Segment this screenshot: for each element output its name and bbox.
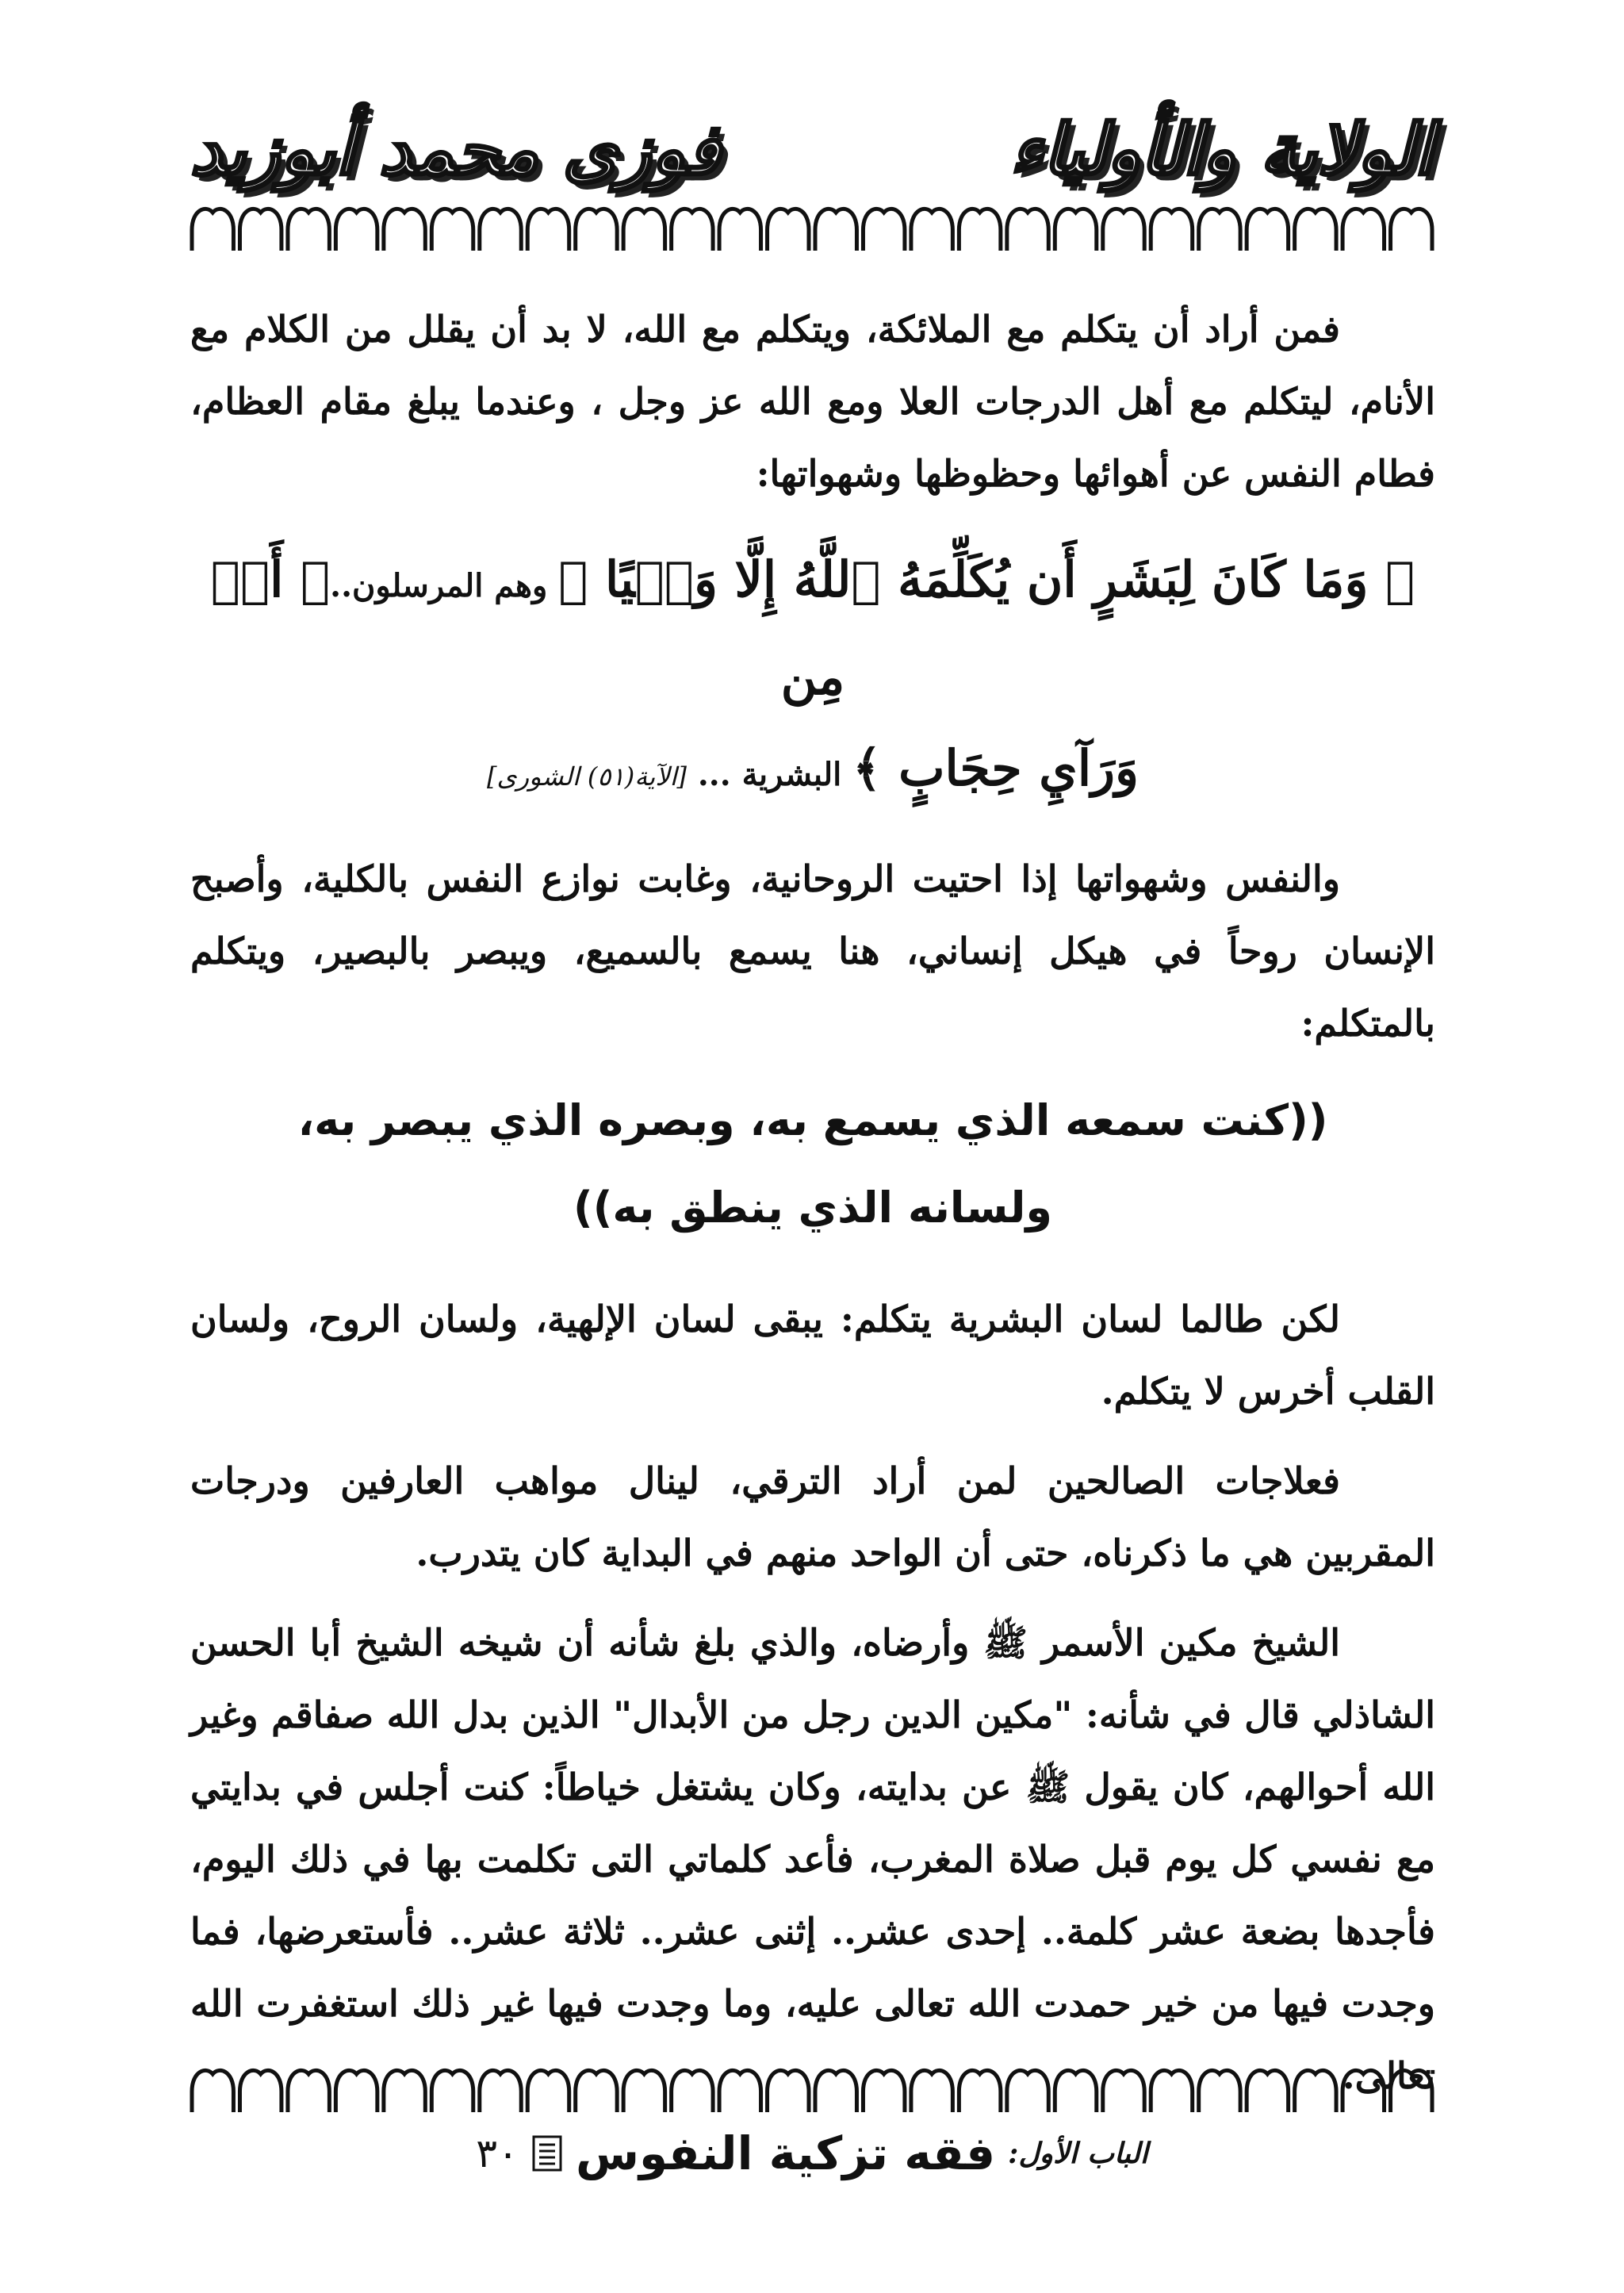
arch-ornament [239, 2070, 281, 2112]
arch-ornament [335, 2070, 377, 2112]
page-footer [0, 2110, 1624, 2197]
arch-ornament [911, 2070, 952, 2112]
quran-verse-continued: ﴿ أَوۡ مِن [210, 550, 845, 706]
arch-ornament [1151, 2070, 1192, 2112]
chapter-label: الباب الأول: [1008, 2137, 1148, 2170]
page-number: ٣٠ [476, 2130, 519, 2176]
arch-ornament [576, 2070, 617, 2112]
arch-ornament [1007, 2070, 1048, 2112]
arch-ornament [672, 209, 713, 251]
arch-ornament [959, 209, 1000, 251]
arch-ornament [335, 209, 377, 251]
arch-ornament [815, 2070, 856, 2112]
arch-ornament [623, 209, 665, 251]
arch-ornament [576, 209, 617, 251]
page-header [190, 94, 1434, 205]
arch-ornament [1391, 209, 1432, 251]
arch-ornament [1055, 209, 1096, 251]
arch-ornament [1342, 209, 1384, 251]
arch-ornament [1151, 209, 1192, 251]
arch-ornament [863, 209, 904, 251]
bottom-ornamental-border [189, 2060, 1435, 2115]
verse-commentary: وهم المرسلون.. [330, 567, 559, 604]
arch-ornament [1199, 2070, 1240, 2112]
arch-ornament [480, 209, 521, 251]
arch-border-pattern [189, 198, 1435, 254]
arch-ornament [1055, 2070, 1096, 2112]
arch-ornament [959, 2070, 1000, 2112]
quran-line-1 [190, 534, 1435, 723]
paragraph-5: الشيخ مكين الأسمر ﷺ وأرضاه، والذي بلغ شأنه أن شيخه الشيخ أبا الحسن الشاذلي قال في شأنه: "مكين الدين رجل من الأبدال" الذين بدل الله صفاقم وغير الله أحوالهم، كان يقول ﷺ عن بدايته، وكان يشتغل خياطاً: كنت أجلس في بدايتي مع نفسي كل يوم قبل صلاة المغرب، فأعد كلماتي التى تكلمت بها في ذلك اليوم، فأجدها بضعة عشر كلمة.. إحدى عشر.. إثنى عشر.. ثلاثة عشر.. فأستعرضها، فما وجدت فيها من خير حمدت الله تعالى عليه، وما وجدت فيها غير ذلك استغفرت الله تعالى. [190, 1621, 1435, 2097]
arch-ornament [911, 209, 952, 251]
arch-ornament [815, 209, 856, 251]
verse-reference: [الآية(٥١) الشورى] [487, 761, 687, 792]
arch-ornament [1199, 209, 1240, 251]
quran-verse-block [190, 534, 1435, 822]
arch-ornament [431, 2070, 473, 2112]
arch-ornament [527, 2070, 569, 2112]
arch-ornament [623, 2070, 665, 2112]
page-body [190, 293, 1435, 2130]
top-ornamental-border [189, 198, 1435, 254]
arch-ornament [1247, 2070, 1288, 2112]
arch-ornament [768, 2070, 809, 2112]
arch-ornament [288, 2070, 329, 2112]
arch-ornament [1342, 2070, 1384, 2112]
arch-ornament [1247, 209, 1288, 251]
arch-ornament [192, 209, 233, 251]
arch-ornament [527, 209, 569, 251]
arch-ornament [192, 2070, 233, 2112]
author-name: فوزى محمد أبوزيد [190, 108, 721, 190]
arch-ornament [1295, 209, 1336, 251]
arch-ornament [288, 209, 329, 251]
arch-ornament [1103, 2070, 1144, 2112]
paragraph-2: والنفس وشهواتها إذا احتيت الروحانية، وغابت نوازع النفس بالكلية، وأصبح الإنسان روحاً في هيكل إنساني، هنا يسمع بالسميع، ويبصر بالبصير، ويتكلم بالمتكلم: [190, 857, 1435, 1045]
quran-verse-end: وَرَآيِ حِجَابٍ ﴾ [852, 739, 1139, 797]
arch-ornament [719, 2070, 760, 2112]
arch-ornament [1103, 209, 1144, 251]
book-title: الولاية والأولياء [1010, 108, 1434, 190]
paragraph-3: لكن طالما لسان البشرية يتكلم: يبقى لسان الإلهية، ولسان الروح، ولسان القلب أخرس لا يتكلم. [190, 1298, 1435, 1413]
arch-ornament [384, 209, 425, 251]
book-icon [531, 2134, 563, 2172]
quran-line-2 [190, 723, 1435, 822]
arch-ornament [719, 209, 760, 251]
chapter-subject: فقه تزكية النفوس [575, 2126, 996, 2180]
arch-ornament [672, 2070, 713, 2112]
hadith-quote: ((كنت سمعه الذي يسمع به، وبصره الذي يبصر به، ولسانه الذي ينطق به)) [297, 1095, 1328, 1233]
arch-ornament [768, 209, 809, 251]
arch-ornament [863, 2070, 904, 2112]
arch-ornament [480, 2070, 521, 2112]
verse-commentary-2: البشرية ... [686, 756, 853, 793]
arch-border-pattern [189, 2060, 1435, 2115]
arch-ornament [1295, 2070, 1336, 2112]
quran-verse: ﴿ وَمَا كَانَ لِبَشَرٍ أَن يُكَلِّمَهُ ٱللَّهُ إِلَّا وَحۡيًا ﴾ [558, 550, 1415, 608]
paragraph-1: فمن أراد أن يتكلم مع الملائكة، ويتكلم مع الله، لا بد أن يقلل من الكلام مع الأنام، ليتكلم مع أهل الدرجات العلا ومع الله عز وجل ، وعندما يبلغ مقام العظام، فطام النفس عن أهوائها وحظوظها وشهواتها: [190, 308, 1435, 495]
arch-ornament [384, 2070, 425, 2112]
arch-ornament [431, 209, 473, 251]
arch-ornament [1007, 209, 1048, 251]
arch-ornament [239, 209, 281, 251]
arch-ornament [1391, 2070, 1432, 2112]
paragraph-4: فعلاجات الصالحين لمن أراد الترقي، لينال مواهب العارفين ودرجات المقربين هي ما ذكرناه، حتى أن الواحد منهم في البداية كان يتدرب. [190, 1459, 1435, 1574]
